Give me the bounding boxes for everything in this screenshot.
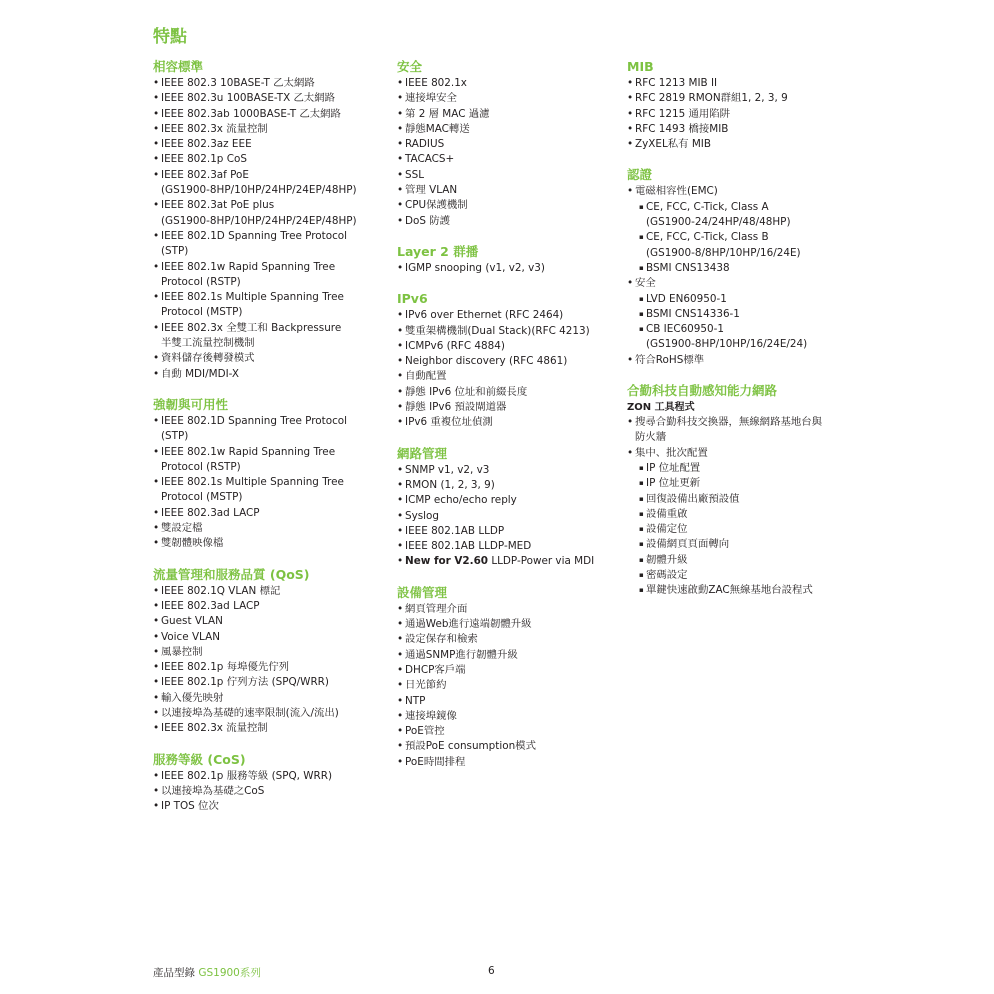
feature-text: 通過Web進行遠端韌體升級: [405, 618, 532, 631]
feature-text-continued: Protocol (MSTP): [161, 306, 243, 319]
feature-item: [397, 524, 612, 539]
feature-item: [397, 739, 612, 754]
feature-text: NTP: [405, 694, 426, 707]
feature-item: [153, 168, 378, 199]
feature-subitem: [627, 230, 857, 261]
feature-text: IEEE 802.1p 每埠優先佇列: [161, 661, 290, 674]
feature-text: IP 位址配置: [646, 461, 701, 474]
feature-item: [397, 709, 612, 724]
feature-subitem: [627, 522, 857, 537]
feature-text: IEEE 802.1s Multiple Spanning Tree: [161, 476, 344, 489]
feature-text: 靜態 IPv6 預設閘道器: [405, 401, 507, 414]
feature-text: 設備定位: [646, 523, 688, 536]
features-column-3: [627, 58, 857, 613]
feature-subitem: [627, 322, 857, 353]
feature-item: [153, 706, 378, 721]
feature-item: [397, 214, 612, 229]
feature-item: [153, 521, 378, 536]
feature-item: [153, 645, 378, 660]
feature-item: [153, 769, 378, 784]
feature-text: 管理 VLAN: [405, 184, 458, 197]
feature-text: 以連接埠為基礎的速率限制(流入/流出): [161, 706, 339, 719]
feature-text: IEEE 802.3x 全雙工和 Backpressure: [161, 321, 342, 334]
feature-item: [153, 675, 378, 690]
footer-model: GS1900系列: [198, 967, 261, 979]
section-title: 服務等級 (CoS): [153, 751, 246, 767]
features-column-1: [153, 58, 378, 828]
feature-text: IEEE 802.1Q VLAN 標記: [161, 584, 281, 597]
feature-item: [153, 137, 378, 152]
feature-text: IP 位址更新: [646, 477, 701, 490]
feature-text: 第 2 層 MAC 過濾: [405, 107, 490, 120]
feature-item: [153, 599, 378, 614]
feature-text: RFC 1213 MIB II: [635, 77, 718, 89]
feature-text: IP TOS 位次: [161, 800, 219, 813]
feature-text: IEEE 802.1x: [405, 77, 467, 89]
feature-list: [153, 769, 378, 815]
feature-text: IEEE 802.3ad LACP: [161, 506, 260, 519]
feature-item: [397, 385, 612, 400]
feature-subitem: [627, 507, 857, 522]
feature-item: [153, 351, 378, 366]
feature-item: [397, 198, 612, 213]
feature-text: IEEE 802.1p 佇列方法 (SPQ/WRR): [161, 676, 329, 689]
feature-text: IEEE 802.1w Rapid Spanning Tree: [161, 445, 336, 458]
feature-item: [397, 539, 612, 554]
feature-text: IEEE 802.3ad LACP: [161, 599, 260, 612]
feature-list: [153, 584, 378, 737]
feature-item: [627, 415, 857, 446]
new-version-tag: New for V2.60: [405, 555, 489, 568]
feature-subitem: [627, 292, 857, 307]
feature-text-continued: 防火牆: [635, 431, 667, 444]
feature-item: [397, 137, 612, 152]
feature-text: 設備網頁頁面轉向: [646, 538, 730, 551]
feature-text: 韌體升級: [646, 553, 688, 566]
feature-text: DoS 防護: [405, 214, 451, 227]
section-title: 相容標準: [153, 59, 204, 74]
feature-subitem: [627, 461, 857, 476]
feature-subitem: [627, 307, 857, 322]
feature-section: [153, 751, 378, 815]
feature-item: [153, 321, 378, 352]
feature-text: 靜態 IPv6 位址和前綴長度: [405, 385, 528, 398]
feature-item: [153, 660, 378, 675]
feature-text: BSMI CNS13438: [646, 261, 730, 274]
feature-section: [153, 566, 378, 737]
feature-item: [397, 724, 612, 739]
feature-section: [627, 58, 857, 152]
section-subtitle: ZON 工具程式: [627, 402, 695, 414]
feature-text: 預設PoE consumption模式: [405, 740, 536, 753]
feature-text: IEEE 802.1D Spanning Tree Protocol: [161, 229, 348, 242]
feature-text-continued: (STP): [161, 430, 189, 443]
feature-item: [397, 509, 612, 524]
page-number: 6: [488, 965, 495, 977]
features-column-2: [397, 58, 612, 784]
feature-item: [627, 122, 857, 137]
feature-item: [397, 755, 612, 770]
section-title: MIB: [627, 59, 654, 74]
section-title: 合勤科技自動感知能力網路: [627, 383, 778, 399]
feature-text: CB IEC60950-1: [646, 323, 724, 336]
feature-text-continued: Protocol (RSTP): [161, 460, 241, 473]
feature-item: [397, 493, 612, 508]
feature-text-continued: (GS1900-24/24HP/48/48HP): [646, 216, 791, 229]
feature-list: [627, 76, 857, 152]
feature-text: IPv6 重複位址偵測: [405, 416, 493, 429]
feature-item: [153, 229, 378, 260]
feature-item: [153, 198, 378, 229]
feature-text: IEEE 802.1w Rapid Spanning Tree: [161, 260, 336, 273]
footer-catalog-label: [153, 965, 261, 980]
feature-item: [153, 721, 378, 736]
feature-item: [397, 663, 612, 678]
feature-text: 密碼設定: [646, 569, 688, 582]
section-title: 強韌與可用性: [153, 396, 229, 412]
feature-text: 回復設備出廠預設值: [646, 492, 740, 505]
section-title: 設備管理: [397, 584, 448, 600]
feature-item: [397, 183, 612, 198]
feature-text-continued: 半雙工流量控制機制: [161, 337, 255, 350]
feature-text: 單鍵快速啟動ZAC無線基地台設程式: [646, 584, 813, 597]
feature-item: [397, 369, 612, 384]
feature-subitem: [627, 568, 857, 583]
feature-text: 連接埠安全: [405, 92, 457, 105]
section-title: IPv6: [397, 291, 428, 307]
feature-item: [397, 415, 612, 430]
feature-item: [153, 784, 378, 799]
feature-item: [397, 76, 612, 91]
feature-list: [627, 415, 857, 599]
feature-section: [627, 166, 857, 368]
feature-list: [627, 184, 857, 368]
feature-item: [153, 122, 378, 137]
feature-item: [397, 308, 612, 323]
feature-text: IEEE 802.1s Multiple Spanning Tree: [161, 291, 344, 304]
feature-item: [397, 400, 612, 415]
feature-text: 資料儲存後轉發模式: [161, 352, 255, 365]
feature-item: [397, 122, 612, 137]
feature-text: Guest VLAN: [161, 615, 223, 628]
feature-text: IEEE 802.3u 100BASE-TX 乙太網路: [161, 92, 336, 105]
feature-text: CE, FCC, C-Tick, Class B: [646, 231, 769, 244]
feature-text: CPU保護機制: [405, 199, 468, 212]
feature-section: [397, 290, 612, 430]
feature-text: IEEE 802.1p 服務等級 (SPQ, WRR): [161, 769, 333, 782]
feature-text-continued: Protocol (RSTP): [161, 275, 241, 288]
feature-list: [397, 308, 612, 430]
feature-item: [153, 475, 378, 506]
feature-text-continued: (STP): [161, 245, 189, 258]
feature-section: [397, 58, 612, 229]
feature-list: [397, 463, 612, 570]
feature-item: [397, 354, 612, 369]
feature-text-continued: (GS1900-8HP/10HP/24HP/24EP/48HP): [161, 184, 357, 197]
feature-text: RFC 1215 通用陷阱: [635, 107, 731, 120]
feature-text: 連接埠鏡像: [405, 709, 457, 722]
feature-text: IGMP snooping (v1, v2, v3): [405, 261, 545, 274]
feature-text: IEEE 802.3at PoE plus: [161, 199, 275, 212]
feature-item: [153, 799, 378, 814]
feature-text: 風暴控制: [161, 645, 203, 658]
feature-item: [153, 445, 378, 476]
feature-item: [153, 367, 378, 382]
feature-text: ICMP echo/echo reply: [405, 494, 517, 507]
feature-item: [153, 414, 378, 445]
feature-item: [627, 76, 857, 91]
feature-item: [627, 91, 857, 106]
feature-text: 雙重架構機制(Dual Stack)(RFC 4213): [405, 324, 590, 337]
feature-text: CE, FCC, C-Tick, Class A: [646, 200, 769, 213]
feature-item: [153, 107, 378, 122]
feature-text: 搜尋合勤科技交換器，無線網路基地台與: [635, 416, 823, 429]
feature-text: IEEE 802.3ab 1000BASE-T 乙太網路: [161, 107, 341, 120]
feature-item: [627, 107, 857, 122]
feature-text: RFC 1493 橋接MIB: [635, 122, 729, 135]
feature-text: 符合RoHS標準: [635, 353, 705, 366]
feature-item: [397, 648, 612, 663]
feature-subitem: [627, 537, 857, 552]
feature-text: IEEE 802.1AB LLDP-MED: [405, 540, 532, 553]
feature-text-continued: (GS1900-8HP/10HP/16/24E/24): [646, 338, 808, 351]
feature-text: RMON (1, 2, 3, 9): [405, 478, 495, 491]
feature-section: [627, 382, 857, 599]
feature-text: 自動配置: [405, 370, 447, 383]
feature-item: [397, 152, 612, 167]
feature-text: IEEE 802.3 10BASE-T 乙太網路: [161, 77, 315, 89]
feature-text: IEEE 802.3x 流量控制: [161, 122, 268, 135]
feature-text-continued: (GS1900-8HP/10HP/24HP/24EP/48HP): [161, 214, 357, 227]
feature-text: 雙設定檔: [161, 522, 203, 535]
feature-list: [397, 76, 612, 229]
feature-text: DHCP客戶端: [405, 663, 466, 676]
feature-item: [153, 76, 378, 91]
feature-subitem: [627, 492, 857, 507]
feature-item: [153, 290, 378, 321]
feature-item: [397, 617, 612, 632]
feature-item: [397, 91, 612, 106]
feature-text: IEEE 802.1p CoS: [161, 153, 247, 166]
section-title: 流量管理和服務品質 (QoS): [153, 566, 310, 582]
feature-text: ZyXEL私有 MIB: [635, 138, 711, 151]
feature-text: LVD EN60950-1: [646, 292, 727, 305]
feature-section: [397, 584, 612, 770]
feature-list: [397, 261, 612, 276]
feature-text: IEEE 802.3az EEE: [161, 138, 252, 151]
feature-item: [627, 446, 857, 461]
feature-item: [153, 584, 378, 599]
feature-list: [397, 602, 612, 770]
feature-item: [153, 691, 378, 706]
feature-item: [397, 554, 612, 569]
section-title: 網路管理: [397, 445, 448, 461]
feature-item: [153, 630, 378, 645]
feature-text: SNMP v1, v2, v3: [405, 463, 490, 476]
feature-section: [153, 58, 378, 382]
feature-subitem: [627, 553, 857, 568]
feature-item: [397, 694, 612, 709]
feature-text: Neighbor discovery (RFC 4861): [405, 355, 568, 368]
feature-section: [397, 243, 612, 276]
feature-text: 日光節約: [405, 679, 447, 692]
feature-item: [397, 632, 612, 647]
page-title: 特點: [153, 27, 187, 47]
feature-item: [627, 137, 857, 152]
feature-text: 網頁管理介面: [405, 602, 468, 615]
feature-item: [153, 506, 378, 521]
feature-list: [153, 76, 378, 382]
feature-text: 設定保存和檢索: [405, 633, 478, 646]
feature-text: IEEE 802.3af PoE: [161, 168, 249, 181]
feature-text: SSL: [405, 168, 424, 181]
feature-subitem: [627, 200, 857, 231]
feature-item: [397, 339, 612, 354]
feature-text: IEEE 802.3x 流量控制: [161, 722, 268, 735]
feature-item: [397, 168, 612, 183]
feature-text: 設備重啟: [646, 507, 688, 520]
feature-text: BSMI CNS14336-1: [646, 307, 740, 320]
feature-text: PoE管控: [405, 725, 445, 738]
feature-item: [627, 184, 857, 199]
feature-text: IPv6 over Ethernet (RFC 2464): [405, 309, 564, 322]
feature-text-continued: (GS1900-8/8HP/10HP/16/24E): [646, 246, 801, 259]
feature-item: [397, 678, 612, 693]
feature-text: 輸入優先映射: [161, 691, 224, 704]
feature-subitem: [627, 476, 857, 491]
section-title: 認證: [627, 167, 653, 183]
feature-section: [153, 396, 378, 552]
feature-text: LLDP-Power via MDI: [488, 555, 595, 568]
feature-text: 以連接埠為基礎之CoS: [161, 784, 265, 797]
feature-text: Syslog: [405, 509, 439, 522]
feature-item: [397, 602, 612, 617]
feature-subitem: [627, 261, 857, 276]
feature-text: RADIUS: [405, 138, 445, 151]
feature-text: 通過SNMP進行韌體升級: [405, 648, 518, 661]
feature-item: [397, 478, 612, 493]
feature-item: [397, 324, 612, 339]
feature-item: [397, 107, 612, 122]
feature-item: [153, 91, 378, 106]
feature-item: [397, 261, 612, 276]
feature-text: 集中、批次配置: [635, 446, 708, 459]
feature-text: ICMPv6 (RFC 4884): [405, 339, 505, 352]
feature-item: [627, 353, 857, 368]
section-title: Layer 2 群播: [397, 243, 479, 259]
feature-text: 靜態MAC轉送: [405, 122, 470, 135]
feature-text: IEEE 802.1AB LLDP: [405, 524, 505, 537]
feature-item: [153, 614, 378, 629]
feature-item: [153, 536, 378, 551]
feature-text: TACACS+: [405, 153, 455, 166]
feature-text: 自動 MDI/MDI-X: [161, 367, 239, 380]
feature-text: PoE時間排程: [405, 755, 466, 768]
section-title: 安全: [397, 59, 423, 74]
feature-text: RFC 2819 RMON群組1, 2, 3, 9: [635, 92, 788, 105]
feature-text: 電磁相容性(EMC): [635, 185, 718, 198]
feature-item: [153, 152, 378, 167]
feature-item: [153, 260, 378, 291]
feature-section: [397, 445, 612, 570]
feature-item: [627, 276, 857, 291]
feature-text: IEEE 802.1D Spanning Tree Protocol: [161, 414, 348, 427]
feature-list: [153, 414, 378, 552]
feature-text: 雙韌體映像檔: [161, 537, 224, 550]
feature-text-continued: Protocol (MSTP): [161, 491, 243, 504]
footer-prefix: 產品型錄: [153, 967, 199, 979]
feature-item: [397, 463, 612, 478]
feature-text: 安全: [635, 277, 656, 290]
feature-subitem: [627, 583, 857, 598]
feature-text: Voice VLAN: [161, 630, 220, 643]
